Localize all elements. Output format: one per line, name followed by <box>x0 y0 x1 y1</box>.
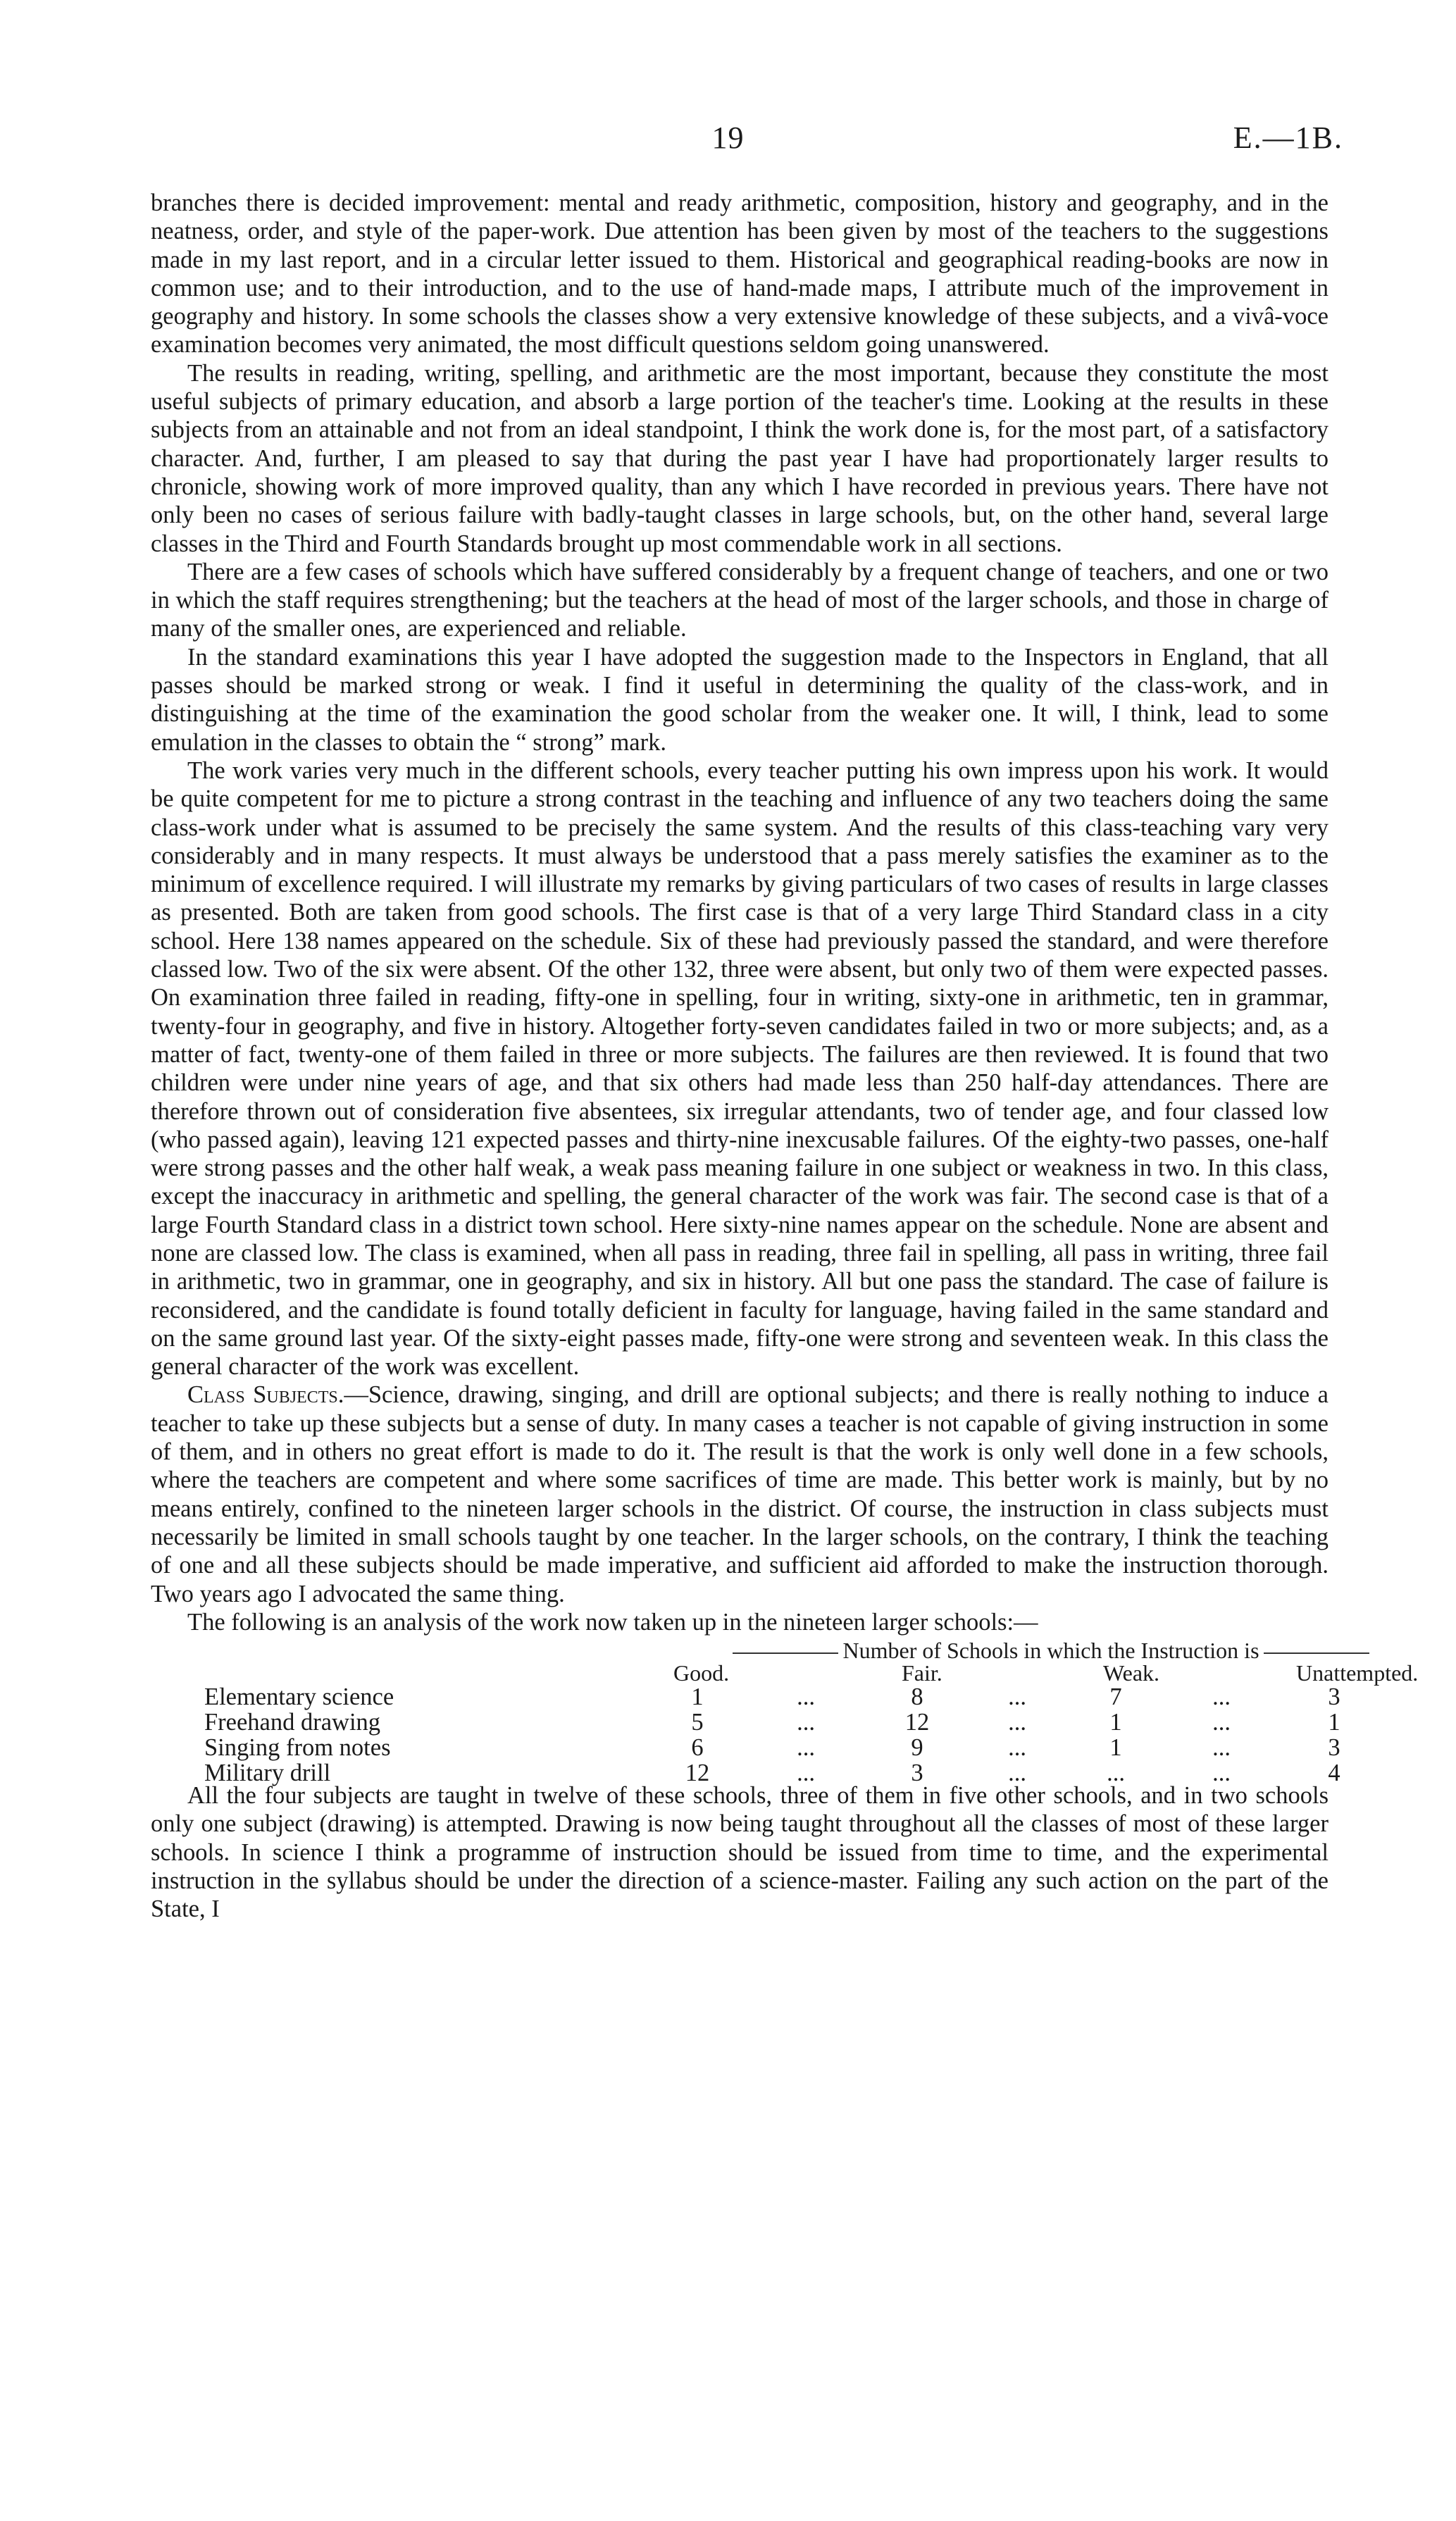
cell-weak: 7 <box>1109 1683 1122 1711</box>
table-intro: The following is an analysis of the work now taken up in the nineteen larger schools:— <box>187 1608 1038 1636</box>
dots: ... <box>797 1760 815 1787</box>
cell-good: 5 <box>691 1709 704 1736</box>
body-text <box>151 189 1419 1924</box>
col-header-weak: Weak. <box>1103 1660 1160 1686</box>
dots: ... <box>1008 1709 1026 1736</box>
paragraph-5: The work varies very much in the different schools, every teacher putting his own impress upon his work. It would be quite competent for me to picture a strong contrast in the teaching and influence of any two teachers doing the same class-work under what is assumed to be precisely the same system. And the results of this class-teaching vary very considerably and in many respects. It must always be understood that a pass merely satisfies the examiner as to the minimum of excellence required. I will illustrate my remarks by giving particulars of two cases of results in large classes as presented. Both are taken from good schools. The first case is that of a very large Third Standard class in a city school. Here 138 names appeared on the schedule. Six of these had previously passed the standard, and were therefore classed low. Two of the six were absent. Of the other 132, three were absent, but only two of them were expected passes. On examination three failed in reading, fifty-one in spelling, four in writing, sixty-one in arithmetic, ten in grammar, twenty-four in geography, and five in history. Altogether forty-seven candidates failed in two or more subjects; and, as a matter of fact, twenty-one of them failed in three or more subjects. The failures are then reviewed. It is found that two children were under nine years of age, and that six others had made less than 250 half-day attendances. There are therefore thrown out of consideration five absentees, six irregular attendants, two of tender age, and four classed low (who passed again), leaving 121 expected passes and thirty-nine inexcusable failures. Of the eighty-two passes, one-half were strong passes and the other half weak, a weak pass meaning failure in one subject or weakness in two. In this class, except the inaccuracy in arithmetic and spelling, the general character of the work was fair. The second case is that of a large Fourth Standard class in a district town school. Here sixty-nine names appear on the schedule. None are absent and none are classed low. The class is examined, when all pass in reading, three fail in spelling, all pass in writing, three fail in arithmetic, two in grammar, one in geography, and six in history. All but one pass the standard. The case of failure is reconsidered, and the candidate is found totally deficient in faculty for language, having failed in the same standard and on the same ground last year. Of the sixty-eight passes made, fifty-one were strong and seventeen weak. In this class the general character of the work was excellent. <box>151 757 1329 1381</box>
class-subjects-paragraph <box>151 1381 1329 1607</box>
table-row <box>151 1708 1348 1736</box>
table-span-header: Number of Schools in which the Instruction is <box>671 1636 1431 1664</box>
cell-fair: 12 <box>904 1709 930 1736</box>
paragraph-4: In the standard examinations this year I have adopted the suggestion made to the Inspectors in England, that all passes should be marked strong or weak. I find it useful in determining the quality of the class-work, and in distinguishing at the time of the examination the good scholar from the weaker one. It will, I think, lead to some emulation in the classes to obtain the “ strong” mark. <box>151 643 1329 756</box>
cell-unattempted: 3 <box>1328 1734 1340 1762</box>
dots: ... <box>797 1683 815 1711</box>
cell-unattempted: 3 <box>1328 1683 1340 1711</box>
cell-fair: 9 <box>911 1734 923 1762</box>
paragraph-2: The results in reading, writing, spelling, and arithmetic are the most important, because they constitute the most useful subjects of primary education, and absorb a large portion of the teacher's time. Looking at the results in these subjects from an attainable and not from an ideal standpoint, I think the work done is, for the most part, of a satisfactory character. And, further, I am pleased to say that during the past year I have had proportionately larger results to chronicle, showing work of more improved quality, than any which I have recorded in previous years. There have not only been no cases of serious failure with badly-taught classes in large schools, but, on the other hand, several large classes in the Third and Fourth Standards brought up most commendable work in all sections. <box>151 359 1329 557</box>
dots: ... <box>1008 1734 1026 1762</box>
row-label: Singing from notes <box>204 1734 391 1762</box>
dots: ... <box>797 1734 815 1762</box>
cell-weak: 1 <box>1109 1709 1122 1736</box>
col-header-good: Good. <box>673 1660 730 1686</box>
dots: ... <box>1008 1683 1026 1711</box>
page-number: 19 <box>711 120 745 155</box>
cell-good: 6 <box>691 1734 704 1762</box>
page-code: E.—1B. <box>1233 120 1343 155</box>
paragraph-1: branches there is decided improvement: mental and ready arithmetic, composition, history and geography, and in the neatness, order, and style of the paper-work. Due attention has been given by most of the teachers to the suggestions made in my last report, and in a circular letter issued to them. Historical and geographical reading-books are now in common use; and to their introduction, and to the use of hand-made maps, I attribute much of the improvement in geography and history. In some schools the classes show a very extensive knowledge of these subjects, and a vivâ-voce examination becomes very animated, the most difficult questions seldom going unanswered. <box>151 189 1329 359</box>
class-subjects-text: —Science, drawing, singing, and drill are optional subjects; and there is really nothing to induce a teacher to take up these subjects but a sense of duty. In many cases a teacher is not capable of giving instruction in some of them, and in others no great effort is made to do it. The result is that the work is only well done in a few schools, where the teachers are competent and where some sacrifices of time are made. This better work is mainly, but by no means entirely, confined to the nineteen larger schools in the district. Of course, the instruction in class subjects must necessarily be limited in small schools taught by one teacher. In the larger schools, on the contrary, I think the teaching of one and all these subjects should be made imperative, and sufficient aid afforded to make the instruction thorough. Two years ago I advocated the same thing. <box>151 1381 1329 1607</box>
dots: ... <box>1008 1760 1026 1787</box>
cell-unattempted: 1 <box>1328 1709 1340 1736</box>
dots: ... <box>797 1709 815 1736</box>
class-subjects-heading: Class Subjects. <box>187 1381 344 1409</box>
cell-good: 12 <box>685 1760 710 1787</box>
cell-fair: 3 <box>911 1760 923 1787</box>
dots: ... <box>1212 1760 1231 1787</box>
table-row <box>151 1733 1348 1762</box>
row-label: Freehand drawing <box>204 1709 381 1736</box>
dots: ... <box>1212 1734 1231 1762</box>
dots: ... <box>1212 1683 1231 1711</box>
cell-weak: ... <box>1107 1760 1125 1787</box>
col-header-unattempted: Unattempted. <box>1296 1660 1419 1686</box>
cell-unattempted: 4 <box>1328 1760 1340 1787</box>
table-row <box>151 1759 1348 1787</box>
col-header-fair: Fair. <box>902 1660 942 1686</box>
cell-weak: 1 <box>1109 1734 1122 1762</box>
closing-paragraph: All the four subjects are taught in twelve of these schools, three of them in five other schools, and in two schools only one subject (drawing) is attempted. Drawing is now being taught throughout all the classes of most of these larger schools. In science I think a programme of instruction should be issued from time to time, and the experimental instruction in the syllabus should be under the direction of a science-master. Failing any such action on the part of the State, I <box>151 1782 1329 1923</box>
cell-good: 1 <box>691 1683 704 1711</box>
row-label: Elementary science <box>204 1683 394 1711</box>
cell-fair: 8 <box>911 1683 923 1711</box>
row-label: Military drill <box>204 1760 331 1787</box>
analysis-table <box>151 1636 1419 1787</box>
dots: ... <box>1212 1709 1231 1736</box>
table-row <box>151 1683 1348 1711</box>
paragraph-3: There are a few cases of schools which have suffered considerably by a frequent change of teachers, and one or two in which the staff requires strengthening; but the teachers at the head of most of the larger schools, and those in charge of many of the smaller ones, are experienced and reliable. <box>151 558 1329 642</box>
